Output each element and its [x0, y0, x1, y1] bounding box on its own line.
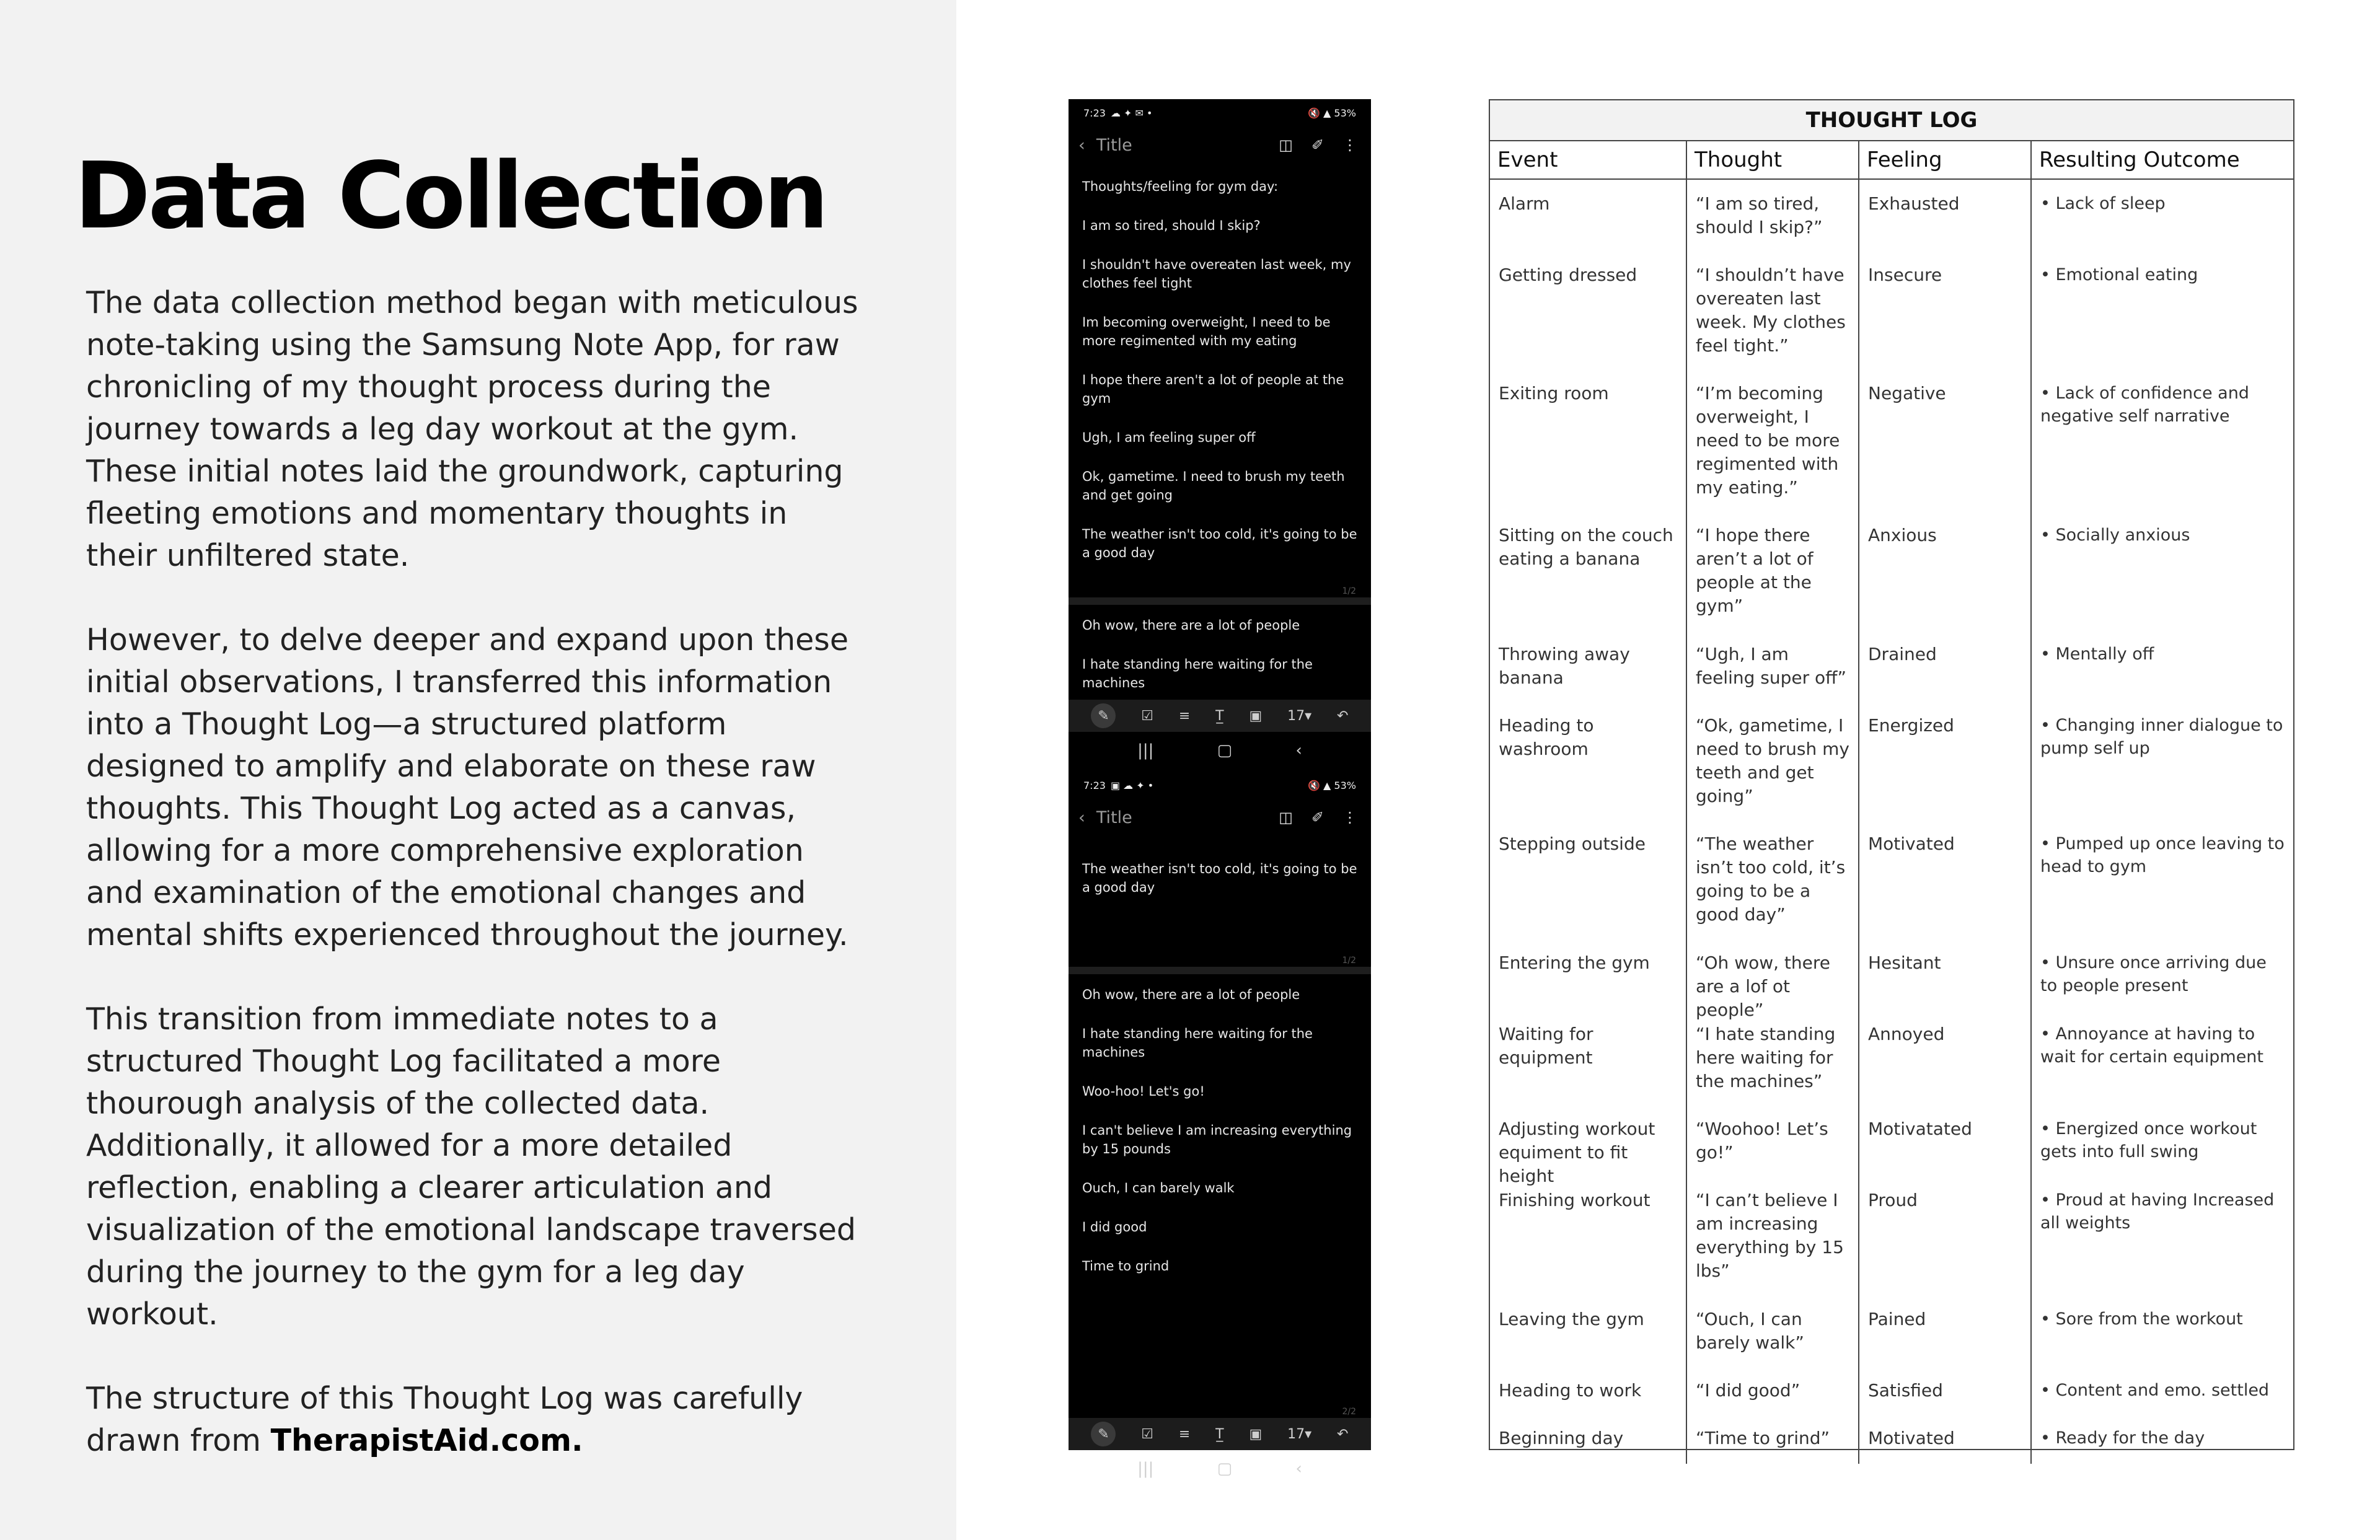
- cell-feeling: Hesitant: [1859, 939, 2032, 1022]
- status-time: 7:23: [1083, 107, 1106, 119]
- book-icon[interactable]: ◫: [1279, 809, 1293, 826]
- cell-outcome: • Annoyance at having to wait for certain equipment: [2040, 1024, 2264, 1067]
- note-title[interactable]: Title: [1096, 807, 1132, 827]
- cell-event: Sitting on the couch eating a banana: [1490, 511, 1687, 630]
- note-line: Ouch, I can barely walk: [1082, 1181, 1235, 1195]
- cell-thought: “Ouch, I can barely walk”: [1687, 1295, 1859, 1366]
- page-indicator: 2/2: [1342, 1407, 1356, 1417]
- back-nav-icon[interactable]: ‹: [1295, 1459, 1302, 1478]
- note-app-bar: [1069, 126, 1371, 164]
- system-nav-bar: [1069, 1450, 1371, 1487]
- cell-event: Leaving the gym: [1490, 1295, 1687, 1366]
- cell-feeling: Drained: [1859, 630, 2032, 702]
- cell-event: Throwing away banana: [1490, 630, 1687, 702]
- cell-feeling: Exhausted: [1859, 180, 2032, 251]
- cell-outcome: • Lack of confidence and negative self narrative: [2040, 384, 2249, 426]
- cell-event: Heading to washroom: [1490, 702, 1687, 820]
- more-options-icon[interactable]: ⋮: [1342, 136, 1357, 154]
- header-feeling: Feeling: [1859, 141, 2032, 178]
- text-panel: [0, 0, 956, 1540]
- notification-icons: ☁ ✦ ✉ •: [1110, 107, 1153, 119]
- underline-icon[interactable]: T̲: [1215, 1426, 1224, 1442]
- table-row: [1490, 1366, 2293, 1414]
- note-line: Im becoming overweight, I need to be more regimented with my eating: [1082, 315, 1331, 348]
- page-indicator: 1/2: [1342, 586, 1356, 596]
- cell-feeling: Motivated: [1859, 820, 2032, 939]
- book-icon[interactable]: ◫: [1279, 136, 1293, 154]
- table-row: [1490, 702, 2293, 820]
- paragraph-3: This transition from immediate notes to a structured Thought Log facilitated a more thourough analysis of the collected data. Additionally, it allowed for a more detailed reflection, enabling a clearer articulation and visualization of the emotional landscape traversed during the journey to the gym for a leg day workout.: [86, 1001, 856, 1332]
- phone-screenshot-1: [1069, 99, 1371, 775]
- page-divider: [1069, 967, 1371, 974]
- page-title: Data Collection: [74, 143, 827, 249]
- status-right-icons: 🔇 ▲ 53%: [1308, 779, 1356, 791]
- back-nav-icon[interactable]: ‹: [1295, 741, 1302, 760]
- note-line: I can't believe I am increasing everything by 15 pounds: [1082, 1123, 1352, 1156]
- cell-outcome: • Ready for the day: [2040, 1428, 2205, 1448]
- cell-thought: “I can’t believe I am increasing everything by 15 lbs”: [1687, 1176, 1859, 1295]
- header-thought: Thought: [1687, 141, 1859, 178]
- cell-feeling: Motivatated: [1859, 1105, 2032, 1188]
- closing-paragraph: [86, 1378, 867, 1462]
- cell-thought: “I did good”: [1687, 1366, 1859, 1414]
- table-row: [1490, 1414, 2293, 1464]
- table-row: [1490, 820, 2293, 939]
- phone-screenshot-2: [1069, 772, 1371, 1478]
- note-page-2[interactable]: [1069, 605, 1371, 700]
- table-row: [1490, 1010, 2293, 1105]
- note-line: I am so tired, should I skip?: [1082, 218, 1261, 233]
- cell-feeling: Pained: [1859, 1295, 2032, 1366]
- notification-icons: ▣ ☁ ✦ •: [1110, 779, 1154, 791]
- cell-feeling: Negative: [1859, 369, 2032, 511]
- table-row: [1490, 511, 2293, 630]
- note-page-1[interactable]: [1069, 836, 1371, 956]
- font-size-selector[interactable]: 17▾: [1287, 708, 1312, 724]
- note-line: The weather isn't too cold, it's going to be a good day: [1082, 861, 1357, 895]
- note-title[interactable]: Title: [1096, 135, 1132, 155]
- status-time: 7:23: [1083, 779, 1106, 791]
- table-body: [1490, 180, 2293, 1464]
- checkbox-icon[interactable]: ☑: [1141, 1426, 1154, 1442]
- note-line: I hope there aren't a lot of people at the gym: [1082, 372, 1344, 406]
- table-row: [1490, 1295, 2293, 1366]
- thought-log-title: THOUGHT LOG: [1490, 100, 2293, 141]
- cell-thought: “The weather isn’t too cold, it’s going to be a good day”: [1687, 820, 1859, 939]
- recents-icon[interactable]: |||: [1137, 741, 1154, 760]
- cell-thought: “Ok, gametime, I need to brush my teeth and get going”: [1687, 702, 1859, 820]
- table-row: [1490, 369, 2293, 511]
- cell-thought: “Woohoo! Let’s go!”: [1687, 1105, 1859, 1188]
- paperclip-icon[interactable]: ✐: [1311, 809, 1324, 826]
- home-icon[interactable]: ▢: [1217, 741, 1233, 760]
- cell-thought: “I hate standing here waiting for the machines”: [1687, 1010, 1859, 1105]
- note-line: I hate standing here waiting for the machines: [1082, 657, 1313, 690]
- text-format-icon[interactable]: ≡: [1178, 1426, 1191, 1442]
- cell-outcome: • Content and emo. settled: [2040, 1381, 2270, 1400]
- header-event: Event: [1490, 141, 1687, 178]
- back-arrow-icon[interactable]: ‹: [1078, 135, 1085, 155]
- cell-thought: “I shouldn’t have overeaten last week. My clothes feel tight.”: [1687, 251, 1859, 369]
- cell-feeling: Insecure: [1859, 251, 2032, 369]
- closing-text: The structure of this Thought Log was carefully drawn from: [86, 1381, 803, 1458]
- system-nav-bar: [1069, 732, 1371, 769]
- table-row: [1490, 180, 2293, 251]
- note-line: Ok, gametime. I need to brush my teeth and get going: [1082, 469, 1345, 503]
- note-line: I did good: [1082, 1220, 1147, 1234]
- note-page-1[interactable]: [1069, 164, 1371, 586]
- cell-event: Alarm: [1490, 180, 1687, 251]
- paragraph-1: The data collection method began with meticulous note-taking using the Samsung Note App, for raw chronicling of my thought process during the journey towards a leg day workout at the gym. These initial notes laid the groundwork, capturing fleeting emotions and momentary thoughts in their unfiltered state.: [86, 285, 858, 573]
- cell-event: Stepping outside: [1490, 820, 1687, 939]
- thought-log-table: [1489, 99, 2294, 1450]
- checkbox-icon[interactable]: ☑: [1141, 708, 1154, 724]
- cell-feeling: Satisfied: [1859, 1366, 2032, 1414]
- status-bar: [1069, 99, 1371, 126]
- table-row: [1490, 1105, 2293, 1186]
- cell-outcome: • Lack of sleep: [2040, 194, 2166, 213]
- cell-thought: “I hope there aren’t a lot of people at the gym”: [1687, 511, 1859, 630]
- header-outcome: Resulting Outcome: [2039, 147, 2240, 172]
- note-toolbar: [1069, 700, 1371, 732]
- cell-feeling: Anxious: [1859, 511, 2032, 630]
- table-row: [1490, 1176, 2293, 1295]
- pen-icon[interactable]: ✎: [1091, 1422, 1116, 1446]
- cell-outcome: • Emotional eating: [2040, 265, 2198, 284]
- cell-thought: “I am so tired, should I skip?”: [1687, 180, 1859, 251]
- style-icon[interactable]: ▣: [1249, 708, 1263, 724]
- recents-icon[interactable]: |||: [1137, 1459, 1154, 1478]
- more-options-icon[interactable]: ⋮: [1342, 809, 1357, 826]
- cell-outcome: • Changing inner dialogue to pump self up: [2040, 716, 2283, 758]
- status-bar: [1069, 772, 1371, 799]
- underline-icon[interactable]: T̲: [1215, 708, 1224, 724]
- cell-feeling: Motivated: [1859, 1414, 2032, 1464]
- cell-feeling: Annoyed: [1859, 1010, 2032, 1105]
- note-line: Oh wow, there are a lot of people: [1082, 987, 1300, 1002]
- cell-event: Entering the gym: [1490, 939, 1687, 1022]
- font-size-selector[interactable]: 17▾: [1287, 1426, 1312, 1442]
- undo-icon[interactable]: ↶: [1337, 708, 1349, 724]
- cell-outcome: • Socially anxious: [2040, 526, 2190, 545]
- note-line: The weather isn't too cold, it's going to be a good day: [1082, 527, 1357, 560]
- body-text: [86, 282, 867, 1504]
- paperclip-icon[interactable]: ✐: [1311, 136, 1324, 154]
- cell-feeling: Energized: [1859, 702, 2032, 820]
- back-arrow-icon[interactable]: ‹: [1078, 807, 1085, 827]
- cell-event: Beginning day: [1490, 1414, 1687, 1464]
- note-page-2[interactable]: [1069, 974, 1371, 1407]
- cell-outcome: • Sore from the workout: [2040, 1309, 2243, 1329]
- page-divider: [1069, 597, 1371, 605]
- cell-thought: “Ugh, I am feeling super off”: [1687, 630, 1859, 702]
- note-line: Oh wow, there are a lot of people: [1082, 618, 1300, 633]
- note-line: Ugh, I am feeling super off: [1082, 430, 1256, 445]
- cell-event: Finishing workout: [1490, 1176, 1687, 1295]
- note-app-bar: [1069, 799, 1371, 836]
- cell-outcome: • Pumped up once leaving to head to gym: [2040, 834, 2285, 876]
- note-line: I hate standing here waiting for the machines: [1082, 1026, 1313, 1060]
- style-icon[interactable]: ▣: [1249, 1426, 1263, 1442]
- note-line: I shouldn't have overeaten last week, my clothes feel tight: [1082, 257, 1351, 291]
- cell-event: Waiting for equipment: [1490, 1010, 1687, 1105]
- cell-event: Getting dressed: [1490, 251, 1687, 369]
- cell-thought: “Oh wow, there are a lof ot people”: [1687, 939, 1859, 1022]
- cell-feeling: Proud: [1859, 1176, 2032, 1295]
- source-link-text: TherapistAid.com.: [270, 1423, 583, 1458]
- table-row: [1490, 251, 2293, 369]
- cell-thought: “Time to grind”: [1687, 1414, 1859, 1464]
- cell-outcome: • Mentally off: [2040, 645, 2154, 664]
- table-row: [1490, 630, 2293, 702]
- cell-outcome: • Energized once workout gets into full swing: [2040, 1119, 2257, 1161]
- note-line: Time to grind: [1082, 1259, 1170, 1274]
- text-format-icon[interactable]: ≡: [1178, 708, 1191, 724]
- status-right-icons: 🔇 ▲ 53%: [1308, 107, 1356, 119]
- pen-icon[interactable]: ✎: [1091, 703, 1116, 728]
- note-toolbar: [1069, 1418, 1371, 1450]
- cell-event: Heading to work: [1490, 1366, 1687, 1414]
- cell-event: Adjusting workout equiment to fit height: [1490, 1105, 1687, 1188]
- cell-thought: “I’m becoming overweight, I need to be more regimented with my eating.”: [1687, 369, 1859, 511]
- cell-outcome: • Unsure once arriving due to people present: [2040, 953, 2267, 995]
- note-line: Thoughts/feeling for gym day:: [1082, 179, 1279, 194]
- note-line: Woo-hoo! Let's go!: [1082, 1084, 1205, 1099]
- table-header-row: [1490, 141, 2293, 180]
- page-indicator: 1/2: [1342, 956, 1356, 966]
- home-icon[interactable]: ▢: [1217, 1459, 1233, 1478]
- cell-outcome: • Proud at having Increased all weights: [2040, 1190, 2275, 1233]
- paragraph-2: However, to delve deeper and expand upon these initial observations, I transferred this information into a Thought Log—a structured platform designed to amplify and elaborate on these raw thoughts. This Thought Log acted as a canvas, allowing for a more comprehensive exploration and examination of the emotional changes and mental shifts experienced throughout the journey.: [86, 622, 848, 953]
- table-row: [1490, 939, 2293, 1020]
- undo-icon[interactable]: ↶: [1337, 1426, 1349, 1442]
- cell-event: Exiting room: [1490, 369, 1687, 511]
